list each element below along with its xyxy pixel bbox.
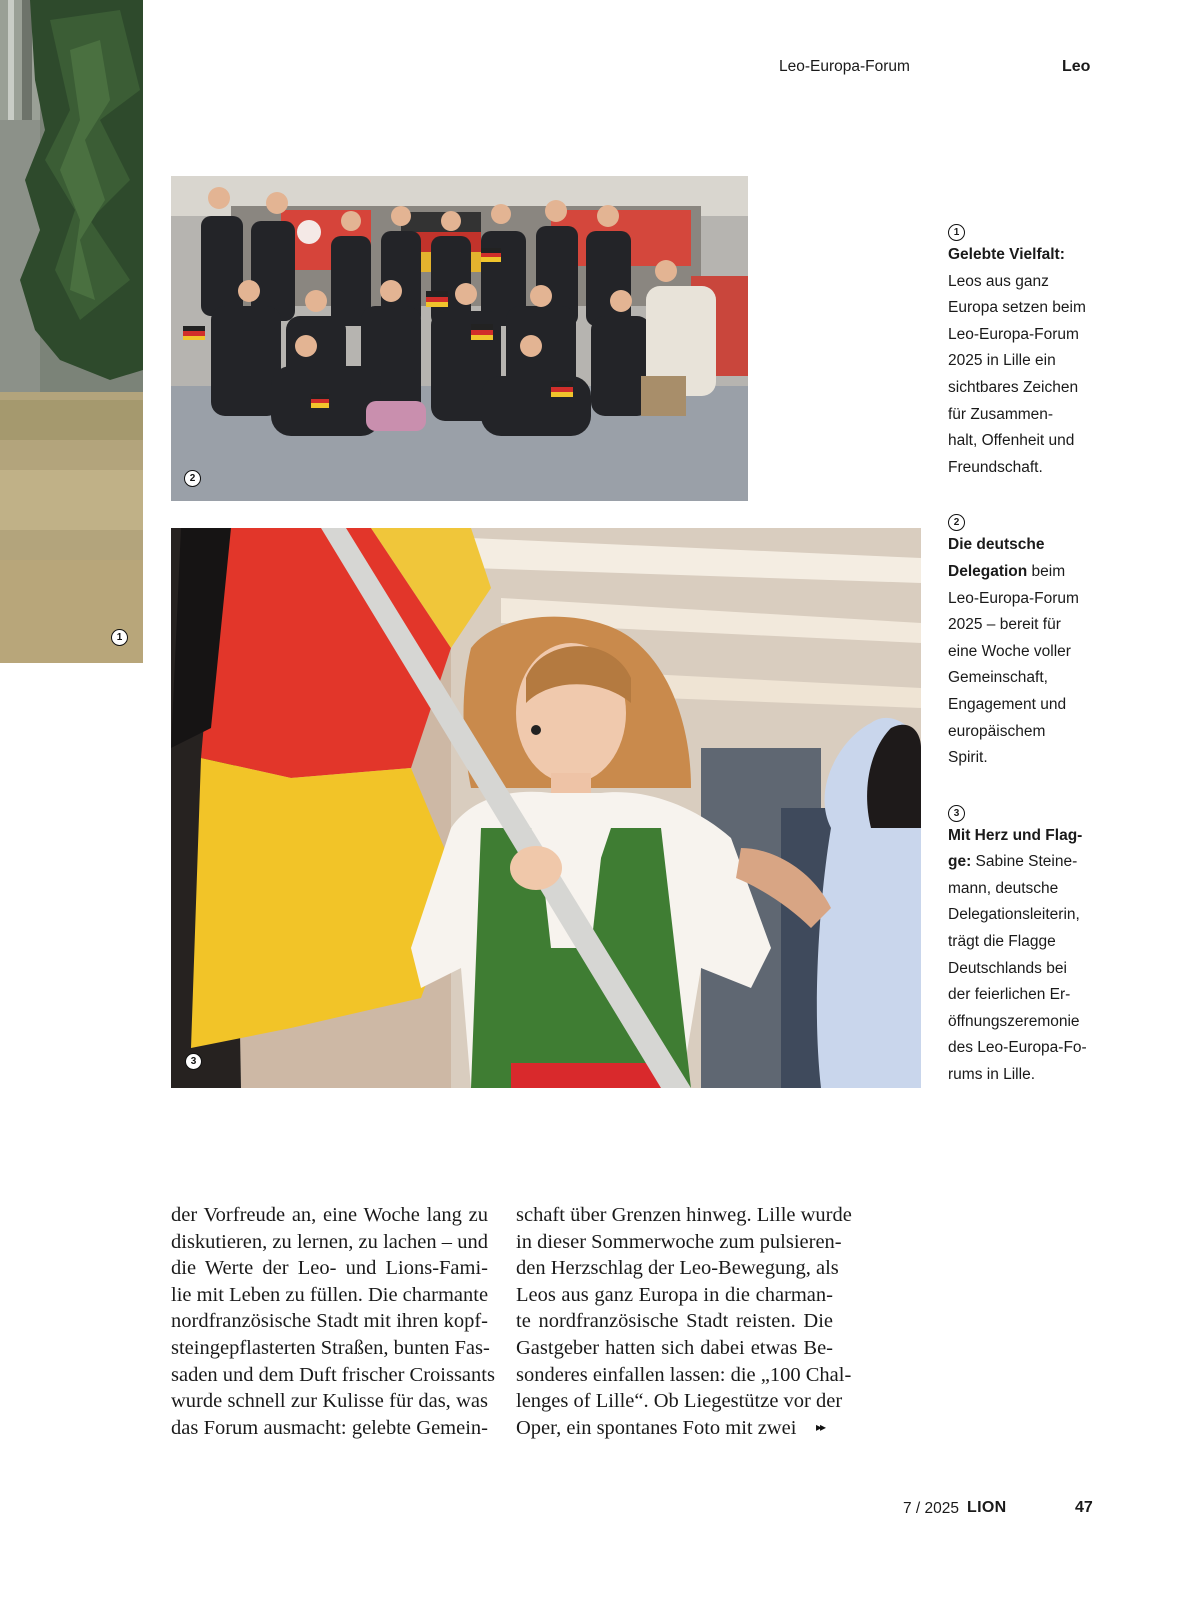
body-text-column-1 [171,1202,495,1441]
caption-2-line: Engagement und [948,695,1067,713]
caption-2-title-line: Delegation beim [948,562,1066,580]
caption-3-line: mann, deutsche [948,879,1059,897]
caption-3-title-line: ge: Sabine Steine- [948,853,1078,871]
photo-2-german-delegation-group [171,176,748,501]
caption-1-line: Leos aus ganz [948,272,1049,290]
caption-1-line: Europa setzen beim [948,299,1086,317]
body-line: die Werte der Leo- und Lions-Fami- [171,1257,488,1280]
caption-3-line: rums in Lille. [948,1066,1035,1084]
photo-3-number-badge: 3 [185,1053,202,1070]
photo-1-building-lawn [0,0,143,663]
caption-2-line: europäischem [948,722,1046,740]
footer-issue: 7 / 2025 [903,1500,960,1517]
body-line: sonderes einfallen lassen: die „100 Chal- [516,1363,852,1386]
caption-2-line: eine Woche voller [948,642,1071,660]
caption-3-line: der feierlichen Er- [948,986,1071,1004]
photo-captions [948,218,1108,1116]
body-text-column-2 [516,1202,852,1441]
caption-1-line: Leo-Europa-Forum [948,325,1079,343]
caption-1-line: Freundschaft. [948,458,1043,476]
body-line: den Herzschlag der Leo-Bewegung, als [516,1257,839,1280]
body-line: Gastgeber hatten sich dabei etwas Be- [516,1336,833,1359]
body-line: steingepflasterten Straßen, bunten Fas- [171,1336,490,1359]
body-line: saden und dem Duft frischer Croissants [171,1363,495,1386]
caption-2-number: 2 [948,514,965,531]
body-line: te nordfranzösische Stadt reisten. Die [516,1310,833,1333]
caption-3-line: Deutschlands bei [948,959,1067,977]
running-header-tag: Leo [1062,58,1091,75]
caption-3-line: trägt die Flagge [948,933,1056,951]
body-line: Leos aus ganz Europa in die charman- [516,1283,833,1306]
page-number: 47 [1075,1499,1093,1516]
body-line: lie mit Leben zu füllen. Die charmante [171,1283,489,1306]
caption-2 [948,508,1108,771]
caption-1-line: halt, Offenheit und [948,432,1075,450]
caption-1 [948,218,1108,481]
caption-2-line: Spirit. [948,749,988,767]
photo-2-number-badge: 2 [184,470,201,487]
caption-3-line: des Leo-Europa-Fo- [948,1039,1087,1057]
body-line: in dieser Sommerwoche zum pulsieren- [516,1230,842,1253]
caption-1-title: Gelebte Vielfalt: [948,246,1065,263]
caption-1-line: 2025 in Lille ein [948,352,1056,370]
footer-brand: LION [967,1499,1007,1516]
caption-3-title: Mit Herz und Flag- [948,826,1083,844]
caption-2-line: 2025 – bereit für [948,616,1061,634]
caption-2-title: Die deutsche [948,536,1045,554]
caption-3-line: öffnungszeremonie [948,1012,1080,1030]
photo-1-number-badge: 1 [111,629,128,646]
body-line: wurde schnell zur Kulisse für das, was [171,1390,488,1413]
body-line: schaft über Grenzen hinweg. Lille wurde [516,1204,852,1226]
body-line: diskutieren, zu lernen, zu lachen – und [171,1230,488,1253]
caption-2-line: Leo-Europa-Forum [948,589,1079,607]
caption-3 [948,799,1108,1089]
body-line: Oper, ein spontanes Foto mit zwei [516,1416,797,1439]
body-line: das Forum ausmacht: gelebte Gemein- [171,1416,488,1439]
caption-1-line: sichtbares Zeichen [948,378,1079,396]
running-header-section: Leo-Europa-Forum [779,58,910,75]
body-line: lenges of Lille“. Ob Liegestütze vor der [516,1390,843,1413]
body-line: nordfranzösische Stadt mit ihren kopf- [171,1310,488,1333]
caption-3-line: Delegationsleiterin, [948,906,1080,924]
caption-3-number: 3 [948,805,965,822]
body-line: der Vorfreude an, eine Woche lang zu [171,1204,488,1226]
caption-1-line: für Zusammen- [948,405,1054,423]
photo-3-flag-bearer [171,528,921,1088]
caption-2-line: Gemeinschaft, [948,669,1048,687]
continue-arrow-icon: ▸▸ [816,1420,825,1434]
caption-1-number: 1 [948,224,965,241]
